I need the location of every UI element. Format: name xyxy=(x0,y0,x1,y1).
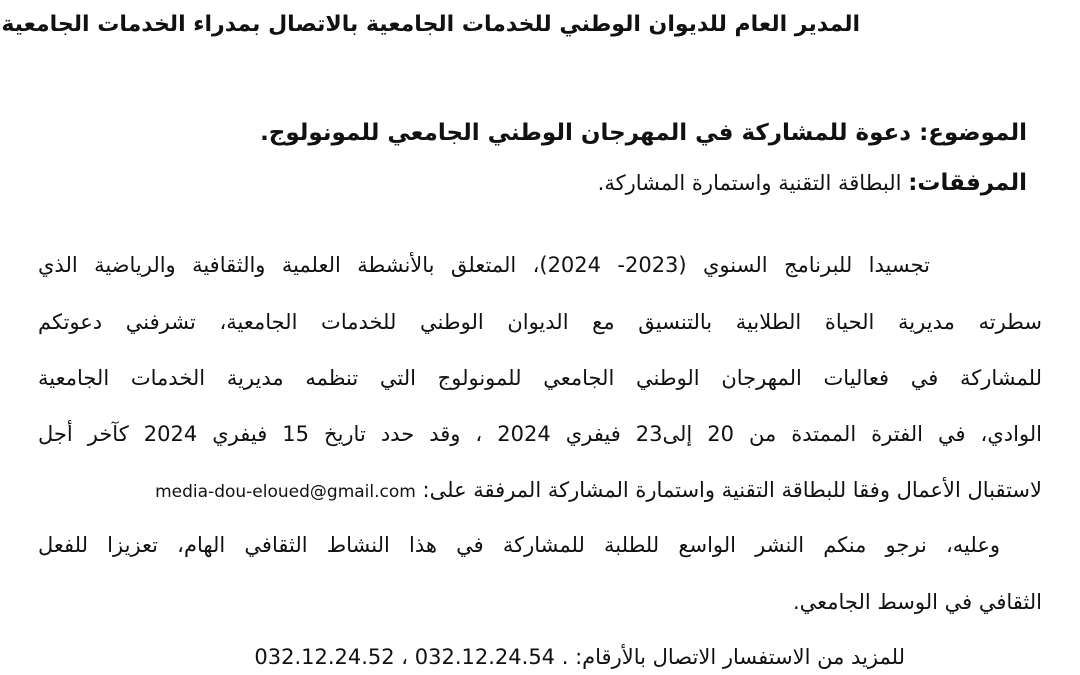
contact-phones: 032.12.24.52 ، 032.12.24.54 . xyxy=(254,645,569,669)
letter-header: المدير العام للديوان الوطني للخدمات الجامعية بالاتصال بمدراء الخدمات الجامعية xyxy=(1,12,860,37)
closing-line-1: وعليه، نرجو منكم النشر الواسع للطلبة للمشاركة في هذا النشاط الثقافي الهام، تعزيزا للفعل xyxy=(38,533,1000,557)
contact-line xyxy=(254,645,905,670)
email-address: media-dou-eloued@gmail.com xyxy=(155,482,416,502)
body-line-5-text: لاستقبال الأعمال وفقا للبطاقة التقنية واستمارة المشاركة المرفقة على: xyxy=(422,478,1042,502)
attachments-value: البطاقة التقنية واستمارة المشاركة. xyxy=(597,171,902,195)
subject-value: دعوة للمشاركة في المهرجان الوطني الجامعي للمونولوج. xyxy=(260,120,912,146)
subject-line xyxy=(260,120,1027,148)
body-line-5 xyxy=(155,478,1042,503)
subject-label: الموضوع: xyxy=(919,120,1027,146)
attachments-line xyxy=(598,170,1027,198)
closing-line-2: الثقافي في الوسط الجامعي. xyxy=(792,590,1042,614)
attachments-label: المرفقات: xyxy=(908,170,1027,196)
body-line-1: تجسيدا للبرنامج السنوي (2023- 2024)، المتعلق بالأنشطة العلمية والثقافية والرياضية الذي xyxy=(38,253,930,277)
body-line-4: الوادي، في الفترة الممتدة من 20 إلى23 فيفري 2024 ، وقد حدد تاريخ 15 فيفري 2024 كآخر أجل xyxy=(38,422,1043,446)
body-line-3: للمشاركة في فعاليات المهرجان الوطني الجامعي للمونولوج التي تنظمه مديرية الخدمات الجامعية xyxy=(38,366,1042,390)
contact-label: للمزيد من الاستفسار الاتصال بالأرقام: xyxy=(575,645,905,669)
body-line-2: سطرته مديرية الحياة الطلابية بالتنسيق مع الديوان الوطني للخدمات الجامعية، تشرفني دعوتكم xyxy=(38,310,1042,334)
